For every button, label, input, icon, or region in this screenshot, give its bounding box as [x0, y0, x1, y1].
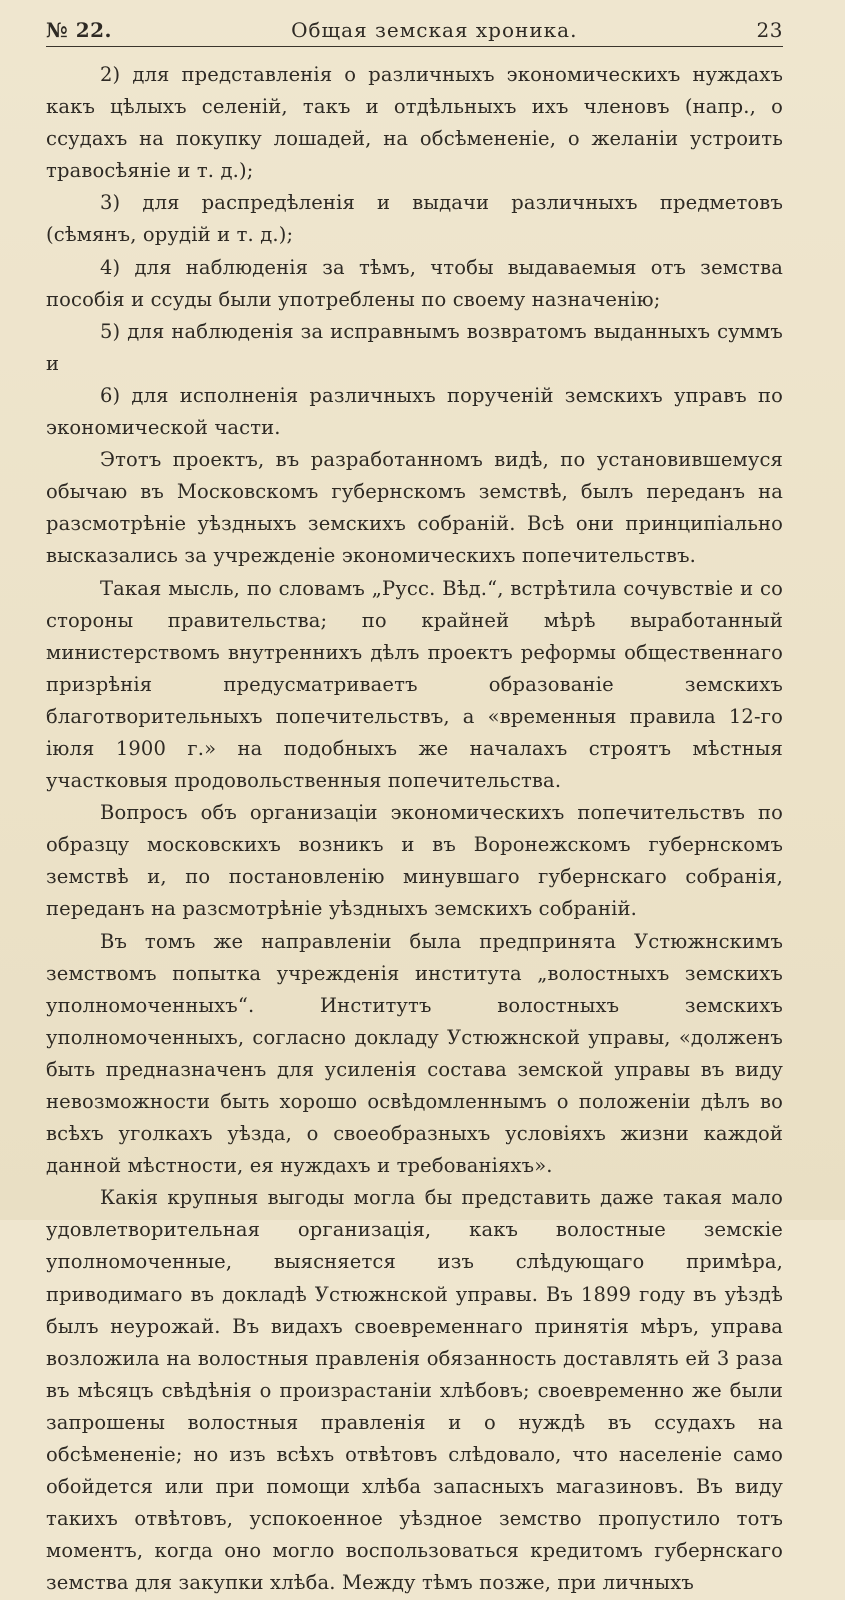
paragraph: 2) для представленія о различныхъ экономическихъ нуждахъ какъ цѣлыхъ селеній, такъ и отдѣльныхъ ихъ членовъ (напр., о ссудахъ на покупку лошадей, на обсѣмененіе, о желаніи устроить травосѣяніе и т. д.); — [46, 63, 783, 183]
paragraph: Этотъ проектъ, въ разработанномъ видѣ, по установившемуся обычаю въ Московскомъ губернскомъ земствѣ, былъ переданъ на разсмотрѣніе уѣздныхъ земскихъ собраній. Всѣ они принципіально высказались за учрежденіе экономическихъ попечительствъ. — [46, 448, 783, 568]
paragraph: Такая мысль, по словамъ „Русс. Вѣд.“, встрѣтила сочувствіе и со стороны правительства; по крайней мѣрѣ выработанный министерствомъ внутреннихъ дѣлъ проектъ реформы общественнаго призрѣнія предусматриваетъ образованіе земскихъ благотворительныхъ попечительствъ, а «временныя правила 12-го іюля 1900 г.» на подобныхъ же началахъ строятъ мѣстныя участковыя продовольственныя попечительства. — [46, 576, 783, 793]
paragraph: 6) для исполненія различныхъ порученій земскихъ управъ по экономической части. — [46, 383, 783, 440]
paragraph: Вопросъ объ организаціи экономическихъ попечительствъ по образцу московскихъ возникъ и въ Воронежскомъ губернскомъ земствѣ и, по постановленію минувшаго губернскаго собранія, переданъ на разсмотрѣніе уѣздныхъ земскихъ собраній. — [46, 801, 783, 921]
running-header — [46, 18, 783, 47]
issue-number: № 22. — [46, 18, 112, 42]
paragraph: Въ томъ же направленіи была предпринята Устюжнскимъ земствомъ попытка учрежденія института „волостныхъ земскихъ уполномоченныхъ“. Институтъ волостныхъ земскихъ уполномоченныхъ, согласно докладу Устюжнской управы, «долженъ быть предназначенъ для усиленія состава земской управы въ виду невозможности быть хорошо освѣдомленнымъ о положеніи дѣлъ во всѣхъ уголкахъ уѣзда, о своеобразныхъ условіяхъ жизни каждой данной мѣстности, ея нуждахъ и требованіяхъ». — [46, 929, 783, 1178]
paragraph: 4) для наблюденія за тѣмъ, чтобы выдаваемыя отъ земства пособія и ссуды были употреблены по своему назначенію; — [46, 255, 783, 311]
paragraph: Какія крупныя выгоды могла бы представить даже такая мало удовлетворительная организація, какъ волостные земскіе уполномоченные, выясняется изъ слѣдующаго примѣра, приводимаго въ докладѣ Устюжнской управы. Въ 1899 году въ уѣздѣ былъ неурожай. Въ видахъ своевременнаго принятія мѣръ, управа возложила на волостныя правленія обязанность доставлять ей 3 раза въ мѣсяцъ свѣдѣнія о произрастаніи хлѣбовъ; своевременно же были запрошены волостныя правленія и о нуждѣ въ ссудахъ на обсѣмененіе; но изъ всѣхъ отвѣтовъ слѣдовало, что населеніе само обойдется или при помощи хлѣба запасныхъ магазиновъ. Въ виду такихъ отвѣтовъ, успокоенное уѣздное земство пропустило тотъ моментъ, когда оно могло воспользоваться кредитомъ губернскаго земства для закупки хлѣба. Между тѣмъ позже, при личныхъ — [46, 1186, 783, 1595]
paragraph: 5) для наблюденія за исправнымъ возвратомъ выданныхъ суммъ и — [46, 319, 783, 375]
paragraph: 3) для распредѣленія и выдачи различныхъ предметовъ (сѣмянъ, орудій и т. д.); — [46, 191, 783, 247]
section-title: Общая земская хроника. — [291, 18, 578, 42]
body-text — [46, 59, 783, 1600]
page-number: 23 — [756, 18, 783, 42]
